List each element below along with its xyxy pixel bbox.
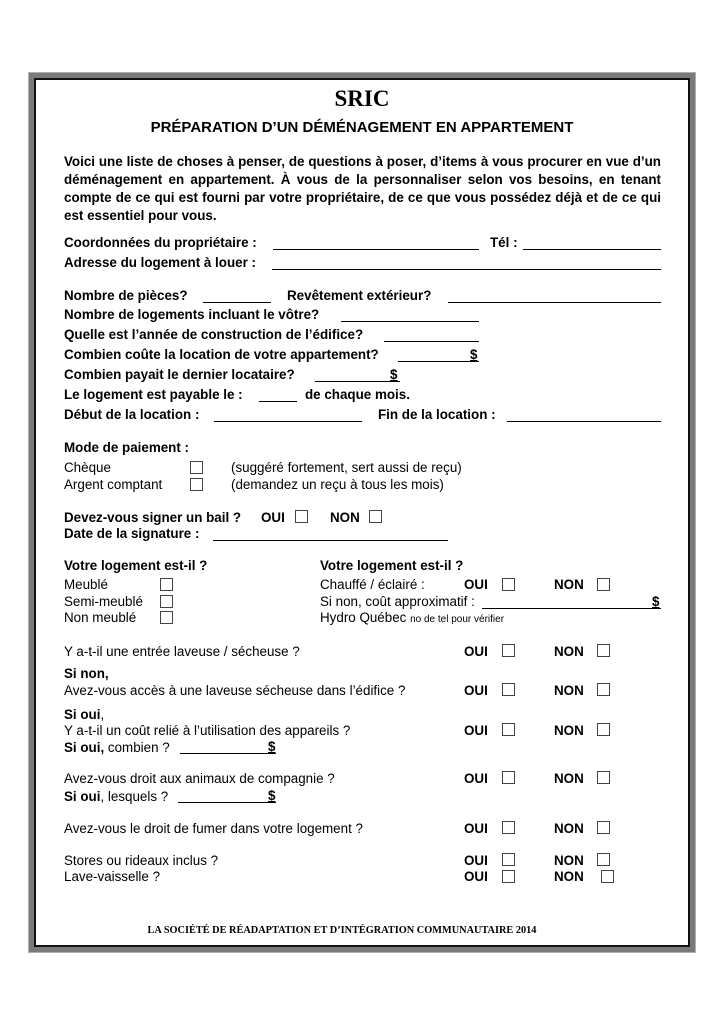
dishwasher-yes-label: OUI	[464, 869, 488, 884]
heating-heading: Votre logement est-il ?	[320, 558, 464, 573]
which-pets-currency: $	[268, 788, 276, 803]
washer-access-question: Avez-vous accès à une laveuse sécheuse dans l’édifice ?	[64, 683, 406, 698]
payment-cheque-label: Chèque	[64, 460, 111, 475]
furnished-checkbox[interactable]	[160, 578, 173, 591]
document-subtitle: PRÉPARATION D’UN DÉMÉNAGEMENT EN APPARTEMENT	[150, 119, 574, 136]
footer-organization: LA SOCIÉTÉ DE RÉADAPTATION ET D’INTÉGRATION COMMUNAUTAIRE 2014	[147, 925, 537, 936]
prev-rent-label: Combien payait le dernier locataire?	[64, 367, 295, 382]
furnished-heading: Votre logement est-il ?	[64, 558, 208, 573]
rooms-label: Nombre de pièces?	[64, 288, 188, 303]
washer-hookup-yes-label: OUI	[464, 644, 488, 659]
heated-no-checkbox[interactable]	[597, 578, 610, 591]
approx-cost-label: Si non, coût approximatif :	[320, 594, 475, 609]
payment-cash-checkbox[interactable]	[190, 478, 203, 491]
smoking-yes-label: OUI	[464, 821, 488, 836]
due-label: Le logement est payable le :	[64, 387, 243, 402]
address-label: Adresse du logement à louer :	[64, 255, 256, 270]
end-date-field[interactable]	[507, 421, 661, 422]
document-title: SRIC	[334, 86, 390, 111]
which-pets-field[interactable]	[178, 802, 276, 803]
siding-field[interactable]	[448, 302, 661, 303]
pets-no-label: NON	[554, 771, 584, 786]
owner-label: Coordonnées du propriétaire :	[64, 235, 257, 250]
hydro-note-text: no de tel pour vérifier	[410, 614, 505, 625]
if-yes-label: Si oui,	[64, 707, 105, 722]
pets-yes-checkbox[interactable]	[502, 771, 515, 784]
hydro-label: Hydro Québec	[320, 610, 407, 625]
start-label: Début de la location :	[64, 407, 200, 422]
year-label: Quelle est l’année de construction de l’édifice?	[64, 327, 364, 342]
washer-access-yes-label: OUI	[464, 683, 488, 698]
rent-label: Combien coûte la location de votre appartement?	[64, 347, 379, 362]
blinds-no-label: NON	[554, 853, 584, 868]
unfurnished-checkbox[interactable]	[160, 611, 173, 624]
intro-paragraph: Voici une liste de choses à penser, de questions à poser, d’items à vous procurer en vue d’un déménagement en appartement. À vous de la personnaliser selon vos besoins, en tenant compte de ce qui est fourni par votre propriétaire, de ce que vous possédez déjà et de ce qui est essentiel pour vous.	[64, 154, 661, 223]
blinds-yes-label: OUI	[464, 853, 488, 868]
dishwasher-yes-checkbox[interactable]	[502, 870, 515, 883]
year-field[interactable]	[384, 341, 479, 342]
payment-cheque-note: (suggéré fortement, sert aussi de reçu)	[231, 460, 462, 475]
approx-cost-currency: $	[652, 594, 660, 609]
smoking-no-label: NON	[554, 821, 584, 836]
semi-furnished-label: Semi-meublé	[64, 594, 143, 609]
blinds-no-checkbox[interactable]	[597, 853, 610, 866]
semi-furnished-checkbox[interactable]	[160, 595, 173, 608]
appliance-cost-question: Y a-t-il un coût relié à l’utilisation des appareils ?	[64, 723, 351, 738]
rooms-field[interactable]	[203, 302, 271, 303]
signature-date-field[interactable]	[213, 540, 448, 541]
end-label: Fin de la location :	[378, 407, 496, 422]
payment-cash-note: (demandez un reçu à tous les mois)	[231, 477, 444, 492]
blinds-yes-checkbox[interactable]	[502, 853, 515, 866]
units-field[interactable]	[341, 321, 479, 322]
signature-date-label: Date de la signature :	[64, 526, 200, 541]
blinds-question: Stores ou rideaux inclus ?	[64, 853, 219, 868]
smoking-question: Avez-vous le droit de fumer dans votre logement ?	[64, 821, 363, 836]
how-much-currency: $	[268, 739, 276, 754]
pets-no-checkbox[interactable]	[597, 771, 610, 784]
heated-no-label: NON	[554, 577, 584, 592]
prev-rent-currency: $	[390, 367, 398, 382]
start-date-field[interactable]	[214, 421, 362, 422]
how-much-label: Si oui, combien ?	[64, 740, 170, 755]
washer-hookup-no-label: NON	[554, 644, 584, 659]
heated-yes-checkbox[interactable]	[502, 578, 515, 591]
payment-heading: Mode de paiement :	[64, 440, 189, 455]
address-field[interactable]	[272, 269, 661, 270]
washer-hookup-no-checkbox[interactable]	[597, 644, 610, 657]
heated-yes-label: OUI	[464, 577, 488, 592]
units-label: Nombre de logements incluant le vôtre?	[64, 307, 320, 322]
lease-no-label: NON	[330, 510, 360, 525]
pets-yes-label: OUI	[464, 771, 488, 786]
dishwasher-no-label: NON	[554, 869, 584, 884]
tel-field[interactable]	[523, 249, 661, 250]
if-no-label: Si non,	[64, 666, 109, 681]
unfurnished-label: Non meublé	[64, 610, 137, 625]
lease-yes-checkbox[interactable]	[295, 510, 308, 523]
appliance-cost-yes-label: OUI	[464, 723, 488, 738]
dishwasher-question: Lave-vaisselle ?	[64, 869, 161, 884]
washer-access-yes-checkbox[interactable]	[502, 683, 515, 696]
dishwasher-no-checkbox[interactable]	[601, 870, 614, 883]
appliance-cost-no-label: NON	[554, 723, 584, 738]
pets-question: Avez-vous droit aux animaux de compagnie ?	[64, 771, 335, 786]
heated-label: Chauffé / éclairé :	[320, 577, 425, 592]
washer-hookup-yes-checkbox[interactable]	[502, 644, 515, 657]
lease-yes-label: OUI	[261, 510, 285, 525]
lease-question: Devez-vous signer un bail ?	[64, 510, 242, 525]
washer-hookup-question: Y a-t-il une entrée laveuse / sécheuse ?	[64, 644, 300, 659]
lease-no-checkbox[interactable]	[369, 510, 382, 523]
rent-currency: $	[470, 347, 478, 362]
rent-field[interactable]	[398, 361, 479, 362]
furnished-label: Meublé	[64, 577, 108, 592]
how-much-field[interactable]	[180, 753, 276, 754]
payment-cash-label: Argent comptant	[64, 477, 163, 492]
payment-cheque-checkbox[interactable]	[190, 461, 203, 474]
hydro-note	[320, 610, 504, 625]
washer-access-no-label: NON	[554, 683, 584, 698]
washer-access-no-checkbox[interactable]	[597, 683, 610, 696]
appliance-cost-yes-checkbox[interactable]	[502, 723, 515, 736]
appliance-cost-no-checkbox[interactable]	[597, 723, 610, 736]
siding-label: Revêtement extérieur?	[287, 288, 432, 303]
smoking-no-checkbox[interactable]	[597, 821, 610, 834]
smoking-yes-checkbox[interactable]	[502, 821, 515, 834]
due-suffix: de chaque mois.	[305, 387, 410, 402]
which-pets-label: Si oui, lesquels ?	[64, 789, 169, 804]
tel-label: Tél :	[490, 235, 518, 250]
owner-field[interactable]	[273, 249, 479, 250]
approx-cost-field[interactable]	[482, 608, 661, 609]
due-day-field[interactable]	[259, 401, 297, 402]
prev-rent-field[interactable]	[315, 381, 400, 382]
